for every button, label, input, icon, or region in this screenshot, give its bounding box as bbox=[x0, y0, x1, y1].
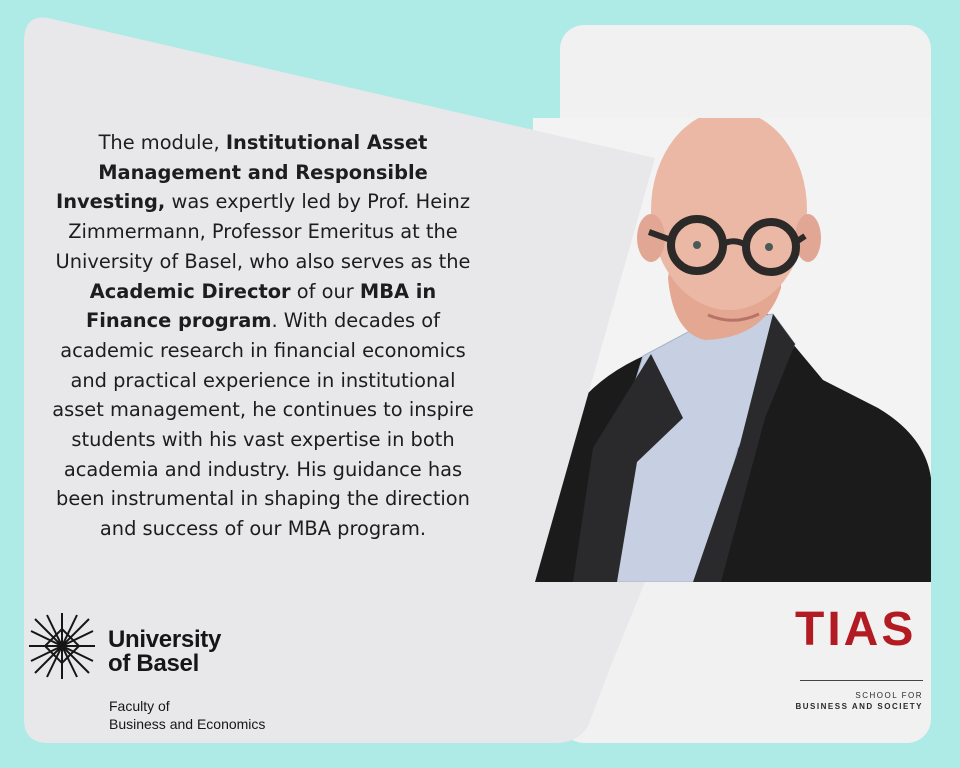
testimonial-text: The module, Institutional Asset Management and Responsible Investing, was expertly led by Prof. Heinz Zimmermann, Professor Emeritus at the University of Basel, who also serves as the Academic Director of our MBA in Finance program. With decades of academic research in financial economics and practical experience in institutional asset management, he continues to inspire students with his vast expertise in both academia and industry. His guidance has been instrumental in shaping the direction and success of our MBA program. bbox=[52, 131, 474, 541]
role-academic-director: Academic Director bbox=[89, 279, 291, 303]
unibas-faculty bbox=[109, 697, 265, 733]
faculty-line2: Business and Economics bbox=[109, 716, 266, 732]
unibas-asterisk-logo-icon bbox=[27, 611, 97, 681]
program-name: MBA in Finance program bbox=[86, 279, 437, 333]
unibas-name-line1: University bbox=[108, 626, 222, 653]
tias-wordmark: TIAS bbox=[795, 603, 917, 656]
unibas-wordmark bbox=[108, 628, 221, 676]
tias-tagline-line2: BUSINESS AND SOCIETY bbox=[795, 702, 923, 711]
faculty-line1: Faculty of bbox=[109, 698, 170, 714]
unibas-name-line2: of Basel bbox=[108, 650, 199, 677]
tias-tagline-line1: SCHOOL FOR bbox=[855, 691, 923, 700]
tias-tagline bbox=[790, 690, 923, 712]
tias-divider bbox=[800, 680, 923, 681]
module-name: Institutional Asset Management and Responsible Investing, bbox=[55, 131, 428, 214]
